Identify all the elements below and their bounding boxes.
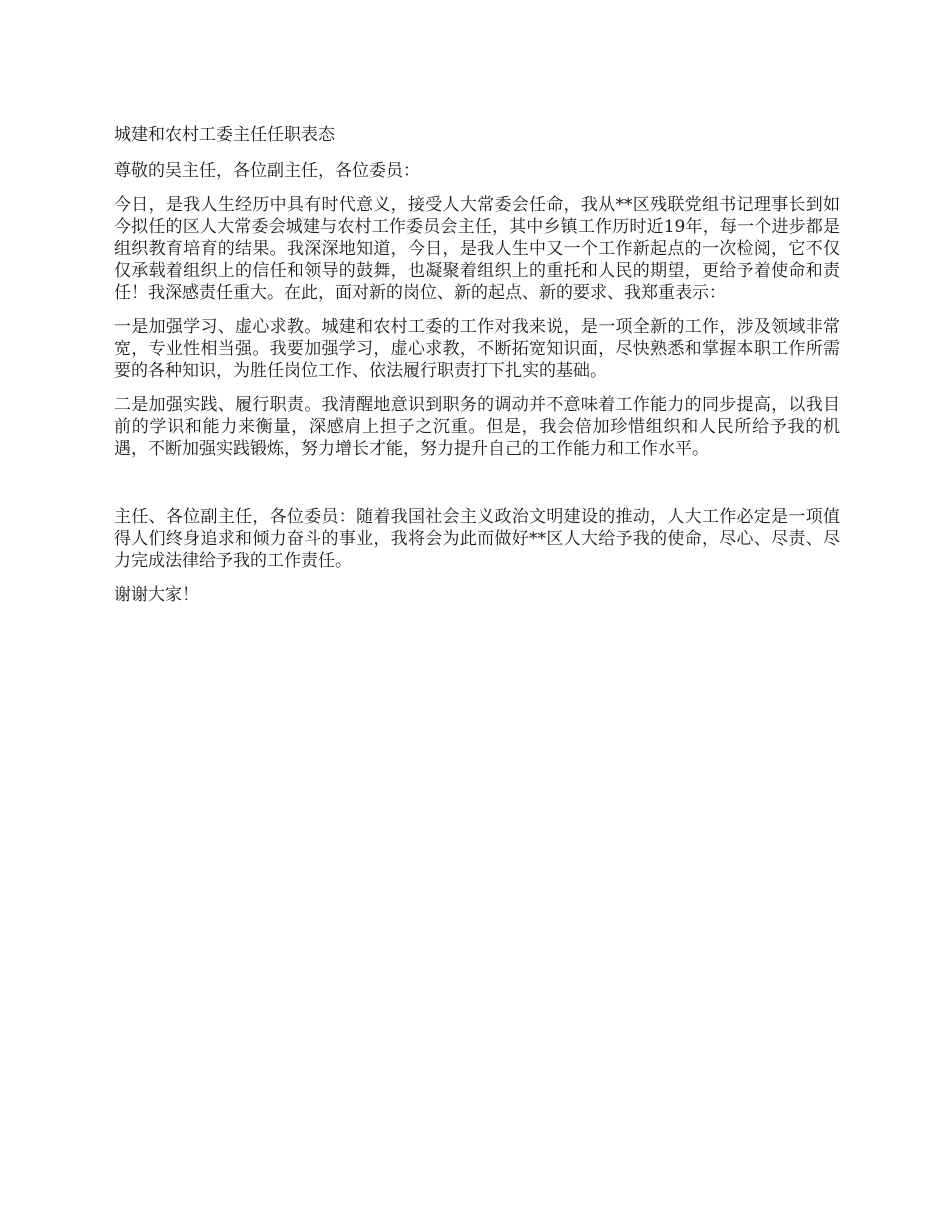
thanks-line: 谢谢大家！ (114, 585, 199, 605)
document-body (114, 124, 840, 618)
document-title: 城建和农村工委主任任职表态 (114, 125, 335, 145)
paragraph-intro: 今日，是我人生经历中具有时代意义，接受人大常委会任命，我从**区残联党组书记理事长到如今拟任的区人大常委会城建与农村工作委员会主任，其中乡镇工作历时近19年，每一个进步都是组织教育培育的结果。我深深地知道，今日，是我人生中又一个工作新起点的一次检阅，它不仅仅承载着组织上的信任和领导的鼓舞，也凝聚着组织上的重托和人民的期望，更给予着使命和责任！我深感责任重大。在此，面对新的岗位、新的起点、新的要求、我郑重表示： (114, 195, 840, 303)
blank-gap (114, 472, 840, 506)
salutation: 尊敬的吴主任，各位副主任，各位委员： (114, 161, 420, 181)
paragraph-closing: 主任、各位副主任，各位委员：随着我国社会主义政治文明建设的推动，人大工作必定是一项值得人们终身追求和倾力奋斗的事业，我将会为此而做好**区人大给予我的使命，尽心、尽责、尽力完成法律给予我的工作责任。 (114, 507, 840, 571)
paragraph-point-one: 一是加强学习、虚心求教。城建和农村工委的工作对我来说，是一项全新的工作，涉及领域非常宽，专业性相当强。我要加强学习，虚心求教，不断拓宽知识面，尽快熟悉和掌握本职工作所需要的各种知识，为胜任岗位工作、依法履行职责打下扎实的基础。 (114, 317, 840, 381)
paragraph-point-two: 二是加强实践、履行职责。我清醒地意识到职务的调动并不意味着工作能力的同步提高，以我目前的学识和能力来衡量，深感肩上担子之沉重。但是，我会倍加珍惜组织和人民所给予我的机遇，不断加强实践锻炼，努力增长才能，努力提升自己的工作能力和工作水平。 (114, 395, 840, 459)
